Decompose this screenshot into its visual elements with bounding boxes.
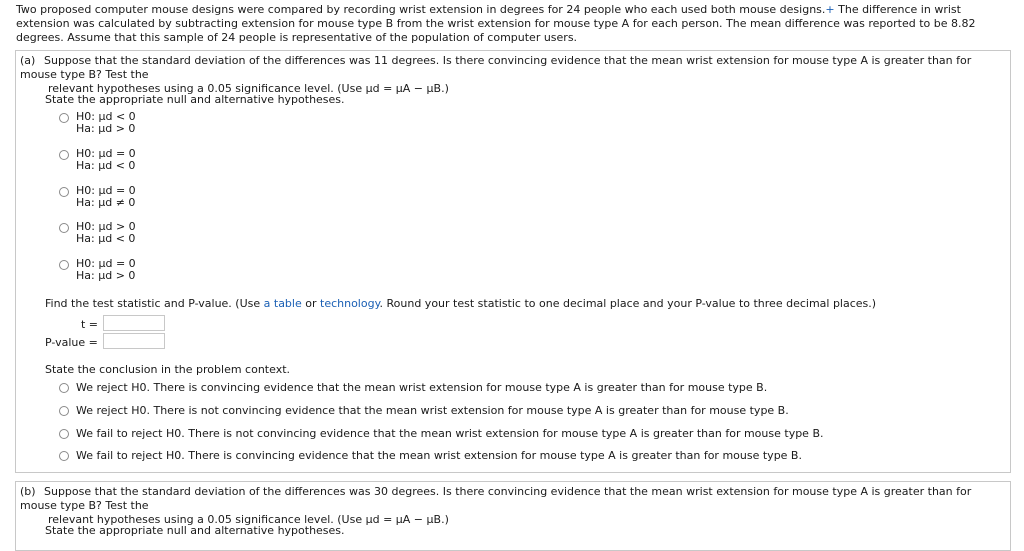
hypothesis-alt: Ha: μd ≠ 0 — [76, 196, 136, 209]
technology-link[interactable]: technology — [320, 297, 380, 310]
conclusion-option-3: We fail to reject H0. There is not convincing evidence that the mean wrist extension for mouse type A is greater than for mouse type B. — [76, 427, 824, 440]
part-a-question-text-2: relevant hypotheses using a 0.05 significance level. (Use μd = μA − μB.) — [48, 82, 449, 95]
hypothesis-null: H0: μd = 0 — [76, 184, 136, 197]
test-stat-prompt-text: Find the test statistic and P-value. (Use — [45, 297, 264, 310]
hypothesis-radio-2[interactable] — [59, 150, 69, 160]
conclusion-prompt: State the conclusion in the problem context. — [45, 363, 291, 376]
conclusion-option-2: We reject H0. There is not convincing evidence that the mean wrist extension for mouse type A is greater than for mouse type B. — [76, 404, 789, 417]
hypothesis-option-3 — [76, 185, 136, 209]
conclusion-radio-1[interactable] — [59, 383, 69, 393]
hypothesis-alt: Ha: μd > 0 — [76, 269, 136, 282]
conclusion-option-1: We reject H0. There is convincing evidence that the mean wrist extension for mouse type A is greater than for mouse type B. — [76, 381, 768, 394]
hypothesis-alt: Ha: μd < 0 — [76, 232, 136, 245]
conclusion-radio-3[interactable] — [59, 429, 69, 439]
hypothesis-null: H0: μd = 0 — [76, 147, 136, 160]
hypothesis-null: H0: μd > 0 — [76, 220, 136, 233]
hypothesis-option-4 — [76, 221, 136, 245]
t-statistic-input[interactable] — [103, 315, 165, 331]
hypothesis-radio-3[interactable] — [59, 187, 69, 197]
conclusion-option-4: We fail to reject H0. There is convincing evidence that the mean wrist extension for mouse type A is greater than for mouse type B. — [76, 449, 802, 462]
table-link[interactable]: a table — [263, 297, 302, 310]
intro-text: Two proposed computer mouse designs were compared by recording wrist extension in degrees for 24 people who each used both mouse designs. — [16, 3, 826, 16]
conclusion-radio-2[interactable] — [59, 406, 69, 416]
t-label: t = — [80, 318, 98, 331]
test-stat-prompt — [45, 297, 876, 310]
part-b-question-text: Suppose that the standard deviation of the differences was 30 degrees. Is there convincing evidence that the mean wrist extension for mouse type A is greater than for mouse type B? Test the — [20, 485, 972, 512]
intro-text-cont: The difference in wrist extension was calculated by subtracting extension for mouse type B from the wrist extension for mouse type A for each person. The mean difference was reported to be 8.82 degrees. Assume that this sample of 24 people is representative of the population of computer users. — [16, 3, 976, 44]
part-a-label: (a) — [20, 54, 36, 67]
hypothesis-null: H0: μd = 0 — [76, 257, 136, 270]
hypothesis-radio-5[interactable] — [59, 260, 69, 270]
problem-intro — [16, 3, 1016, 45]
hypothesis-option-5 — [76, 258, 136, 282]
part-b-hypotheses-prompt: State the appropriate null and alternative hypotheses. — [45, 524, 345, 537]
part-b-question-text-2: relevant hypotheses using a 0.05 significance level. (Use μd = μA − μB.) — [48, 513, 449, 526]
conclusion-radio-4[interactable] — [59, 451, 69, 461]
part-a-question — [20, 54, 1008, 96]
part-b-question — [20, 485, 1008, 527]
part-a-section — [15, 50, 1011, 473]
hypothesis-alt: Ha: μd > 0 — [76, 122, 136, 135]
test-stat-prompt-or: or — [301, 297, 320, 310]
test-stat-prompt-end: . Round your test statistic to one decimal place and your P-value to three decimal places.) — [379, 297, 877, 310]
hypothesis-option-2 — [76, 148, 136, 172]
p-value-input[interactable] — [103, 333, 165, 349]
hypothesis-radio-4[interactable] — [59, 223, 69, 233]
footnote-dagger[interactable]: + — [825, 3, 835, 16]
hypothesis-option-1 — [76, 111, 136, 135]
part-a-question-text: Suppose that the standard deviation of the differences was 11 degrees. Is there convincing evidence that the mean wrist extension for mouse type A is greater than for mouse type B? Test the — [20, 54, 972, 81]
p-value-label: P-value = — [45, 336, 98, 349]
hypothesis-alt: Ha: μd < 0 — [76, 159, 136, 172]
hypotheses-prompt: State the appropriate null and alternative hypotheses. — [45, 93, 345, 106]
hypothesis-radio-1[interactable] — [59, 113, 69, 123]
part-b-label: (b) — [20, 485, 36, 498]
hypothesis-null: H0: μd < 0 — [76, 110, 136, 123]
